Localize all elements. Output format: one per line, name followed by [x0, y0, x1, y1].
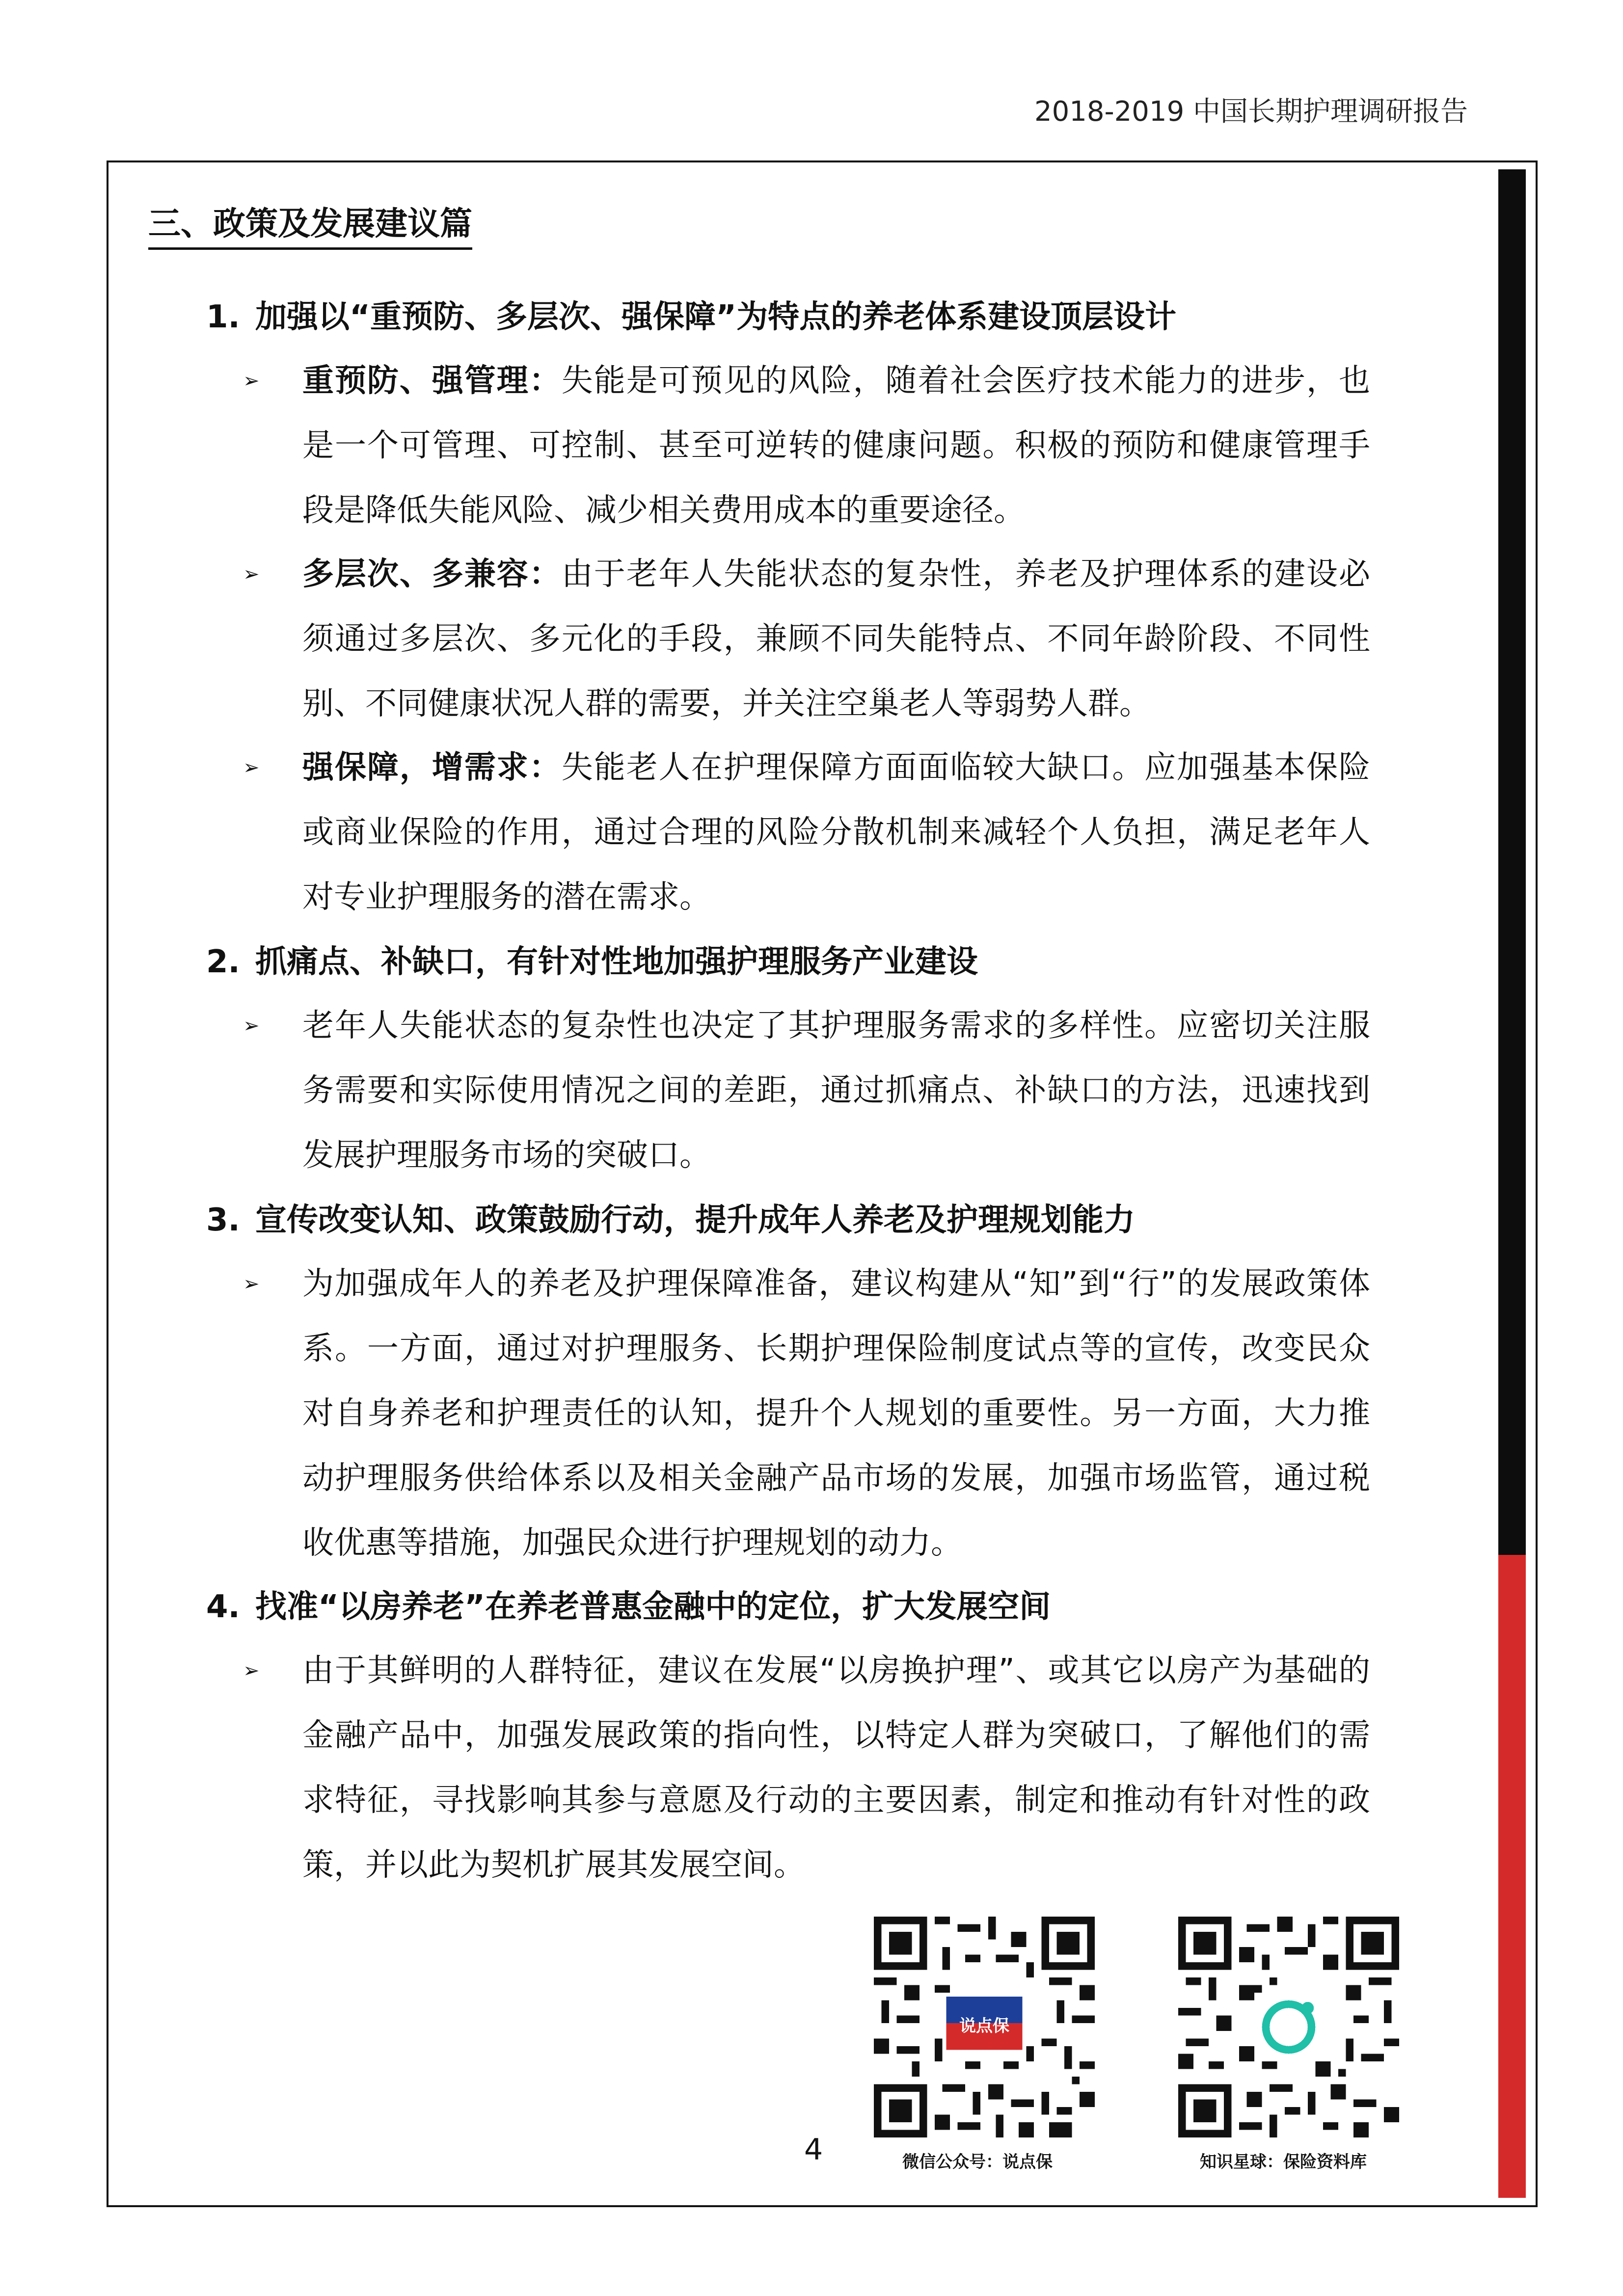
item-4-bullet-1-text: 由于其鲜明的人群特征，建议在发展“以房换护理”、或其它以房产为基础的金融产品中，加强发展政策的指向性，以特定人群为突破口，了解他们的需求特征，寻找影响其参与意愿及行动的主要因素，制定和推动有针对性的政策，并以此为契机扩展其发展空间。 — [302, 1653, 1370, 1883]
item-1-bullet-1-lead: 重预防、强管理： — [302, 363, 562, 399]
item-2-bullet-1 — [302, 993, 1370, 1188]
item-3-heading-text: 宣传改变认知、政策鼓励行动，提升成年人养老及护理规划能力 — [255, 1202, 1135, 1238]
item-4-heading-text: 找准“以房养老”在养老普惠金融中的定位，扩大发展空间 — [255, 1589, 1051, 1625]
section-title: 三、政策及发展建议篇 — [148, 200, 472, 250]
qr-code-zsxq — [1178, 1917, 1399, 2137]
bullet-arrow-icon: ➢ — [243, 1015, 260, 1037]
item-1-heading — [206, 294, 1176, 341]
qr-caption-wechat: 微信公众号：说点保 — [902, 2152, 1053, 2172]
item-3-bullet-1-text: 为加强成年人的养老及护理保障准备，建议构建从“知”到“行”的发展政策体系。一方面，通过对护理服务、长期护理保险制度试点等的宣传，改变民众对自身养老和护理责任的认知，提升个人规划的重要性。另一方面，大力推动护理服务供给体系以及相关金融产品市场的发展，加强市场监管，通过税收优惠等措施，加强民众进行护理规划的动力。 — [302, 1266, 1370, 1561]
item-1-bullet-1 — [302, 348, 1370, 543]
item-4-number: 4. — [206, 1589, 240, 1625]
item-2-bullet-1-text: 老年人失能状态的复杂性也决定了其护理服务需求的多样性。应密切关注服务需要和实际使用情况之间的差距，通过抓痛点、补缺口的方法，迅速找到发展护理服务市场的突破口。 — [302, 1008, 1370, 1174]
qr-logo-label: 说点保 — [959, 2016, 1009, 2036]
bullet-arrow-icon: ➢ — [243, 1659, 260, 1682]
bullet-arrow-icon: ➢ — [243, 370, 260, 392]
item-2-heading — [206, 938, 978, 986]
item-1-bullet-1-text: 失能是可预见的风险，随着社会医疗技术能力的进步，也是一个可管理、可控制、甚至可逆转的健康问题。积极的预防和健康管理手段是降低失能风险、减少相关费用成本的重要途径。 — [302, 363, 1370, 529]
item-1-bullet-2-lead: 多层次、多兼容： — [302, 556, 562, 592]
item-1-bullet-2 — [302, 542, 1370, 736]
qr-code-zsxq-icon — [1178, 1917, 1399, 2137]
item-1-bullet-3-lead: 强保障，增需求： — [302, 749, 562, 786]
item-1-heading-text: 加强以“重预防、多层次、强保障”为特点的养老体系建设顶层设计 — [255, 299, 1177, 335]
item-2-heading-text: 抓痛点、补缺口，有针对性地加强护理服务产业建设 — [255, 944, 978, 980]
bullet-arrow-icon: ➢ — [243, 756, 260, 779]
bullet-arrow-icon: ➢ — [243, 1273, 260, 1295]
item-2-number: 2. — [206, 944, 240, 980]
item-3-number: 3. — [206, 1202, 240, 1238]
bullet-arrow-icon: ➢ — [243, 563, 260, 586]
item-3-heading — [206, 1197, 1135, 1244]
item-1-bullet-3 — [302, 735, 1370, 930]
page-number: 4 — [804, 2133, 823, 2167]
qr-caption-zsxq: 知识星球：保险资料库 — [1200, 2152, 1367, 2172]
report-header-title: 2018-2019 中国长期护理调研报告 — [1034, 96, 1468, 128]
item-1-bullet-3-text: 失能老人在护理保障方面面临较大缺口。应加强基本保险或商业保险的作用，通过合理的风险分散机制来减轻个人负担，满足老年人对专业护理服务的潜在需求。 — [302, 749, 1370, 915]
item-4-heading — [206, 1583, 1051, 1630]
side-bar-red — [1498, 1555, 1526, 2198]
item-1-bullet-2-text: 由于老年人失能状态的复杂性，养老及护理体系的建设必须通过多层次、多元化的手段，兼顾不同失能特点、不同年龄阶段、不同性别、不同健康状况人群的需要，并关注空巢老人等弱势人群。 — [302, 556, 1370, 722]
side-bar-black — [1498, 169, 1526, 1602]
item-1-number: 1. — [206, 299, 240, 335]
item-4-bullet-1 — [302, 1638, 1370, 1897]
item-3-bullet-1 — [302, 1252, 1370, 1575]
